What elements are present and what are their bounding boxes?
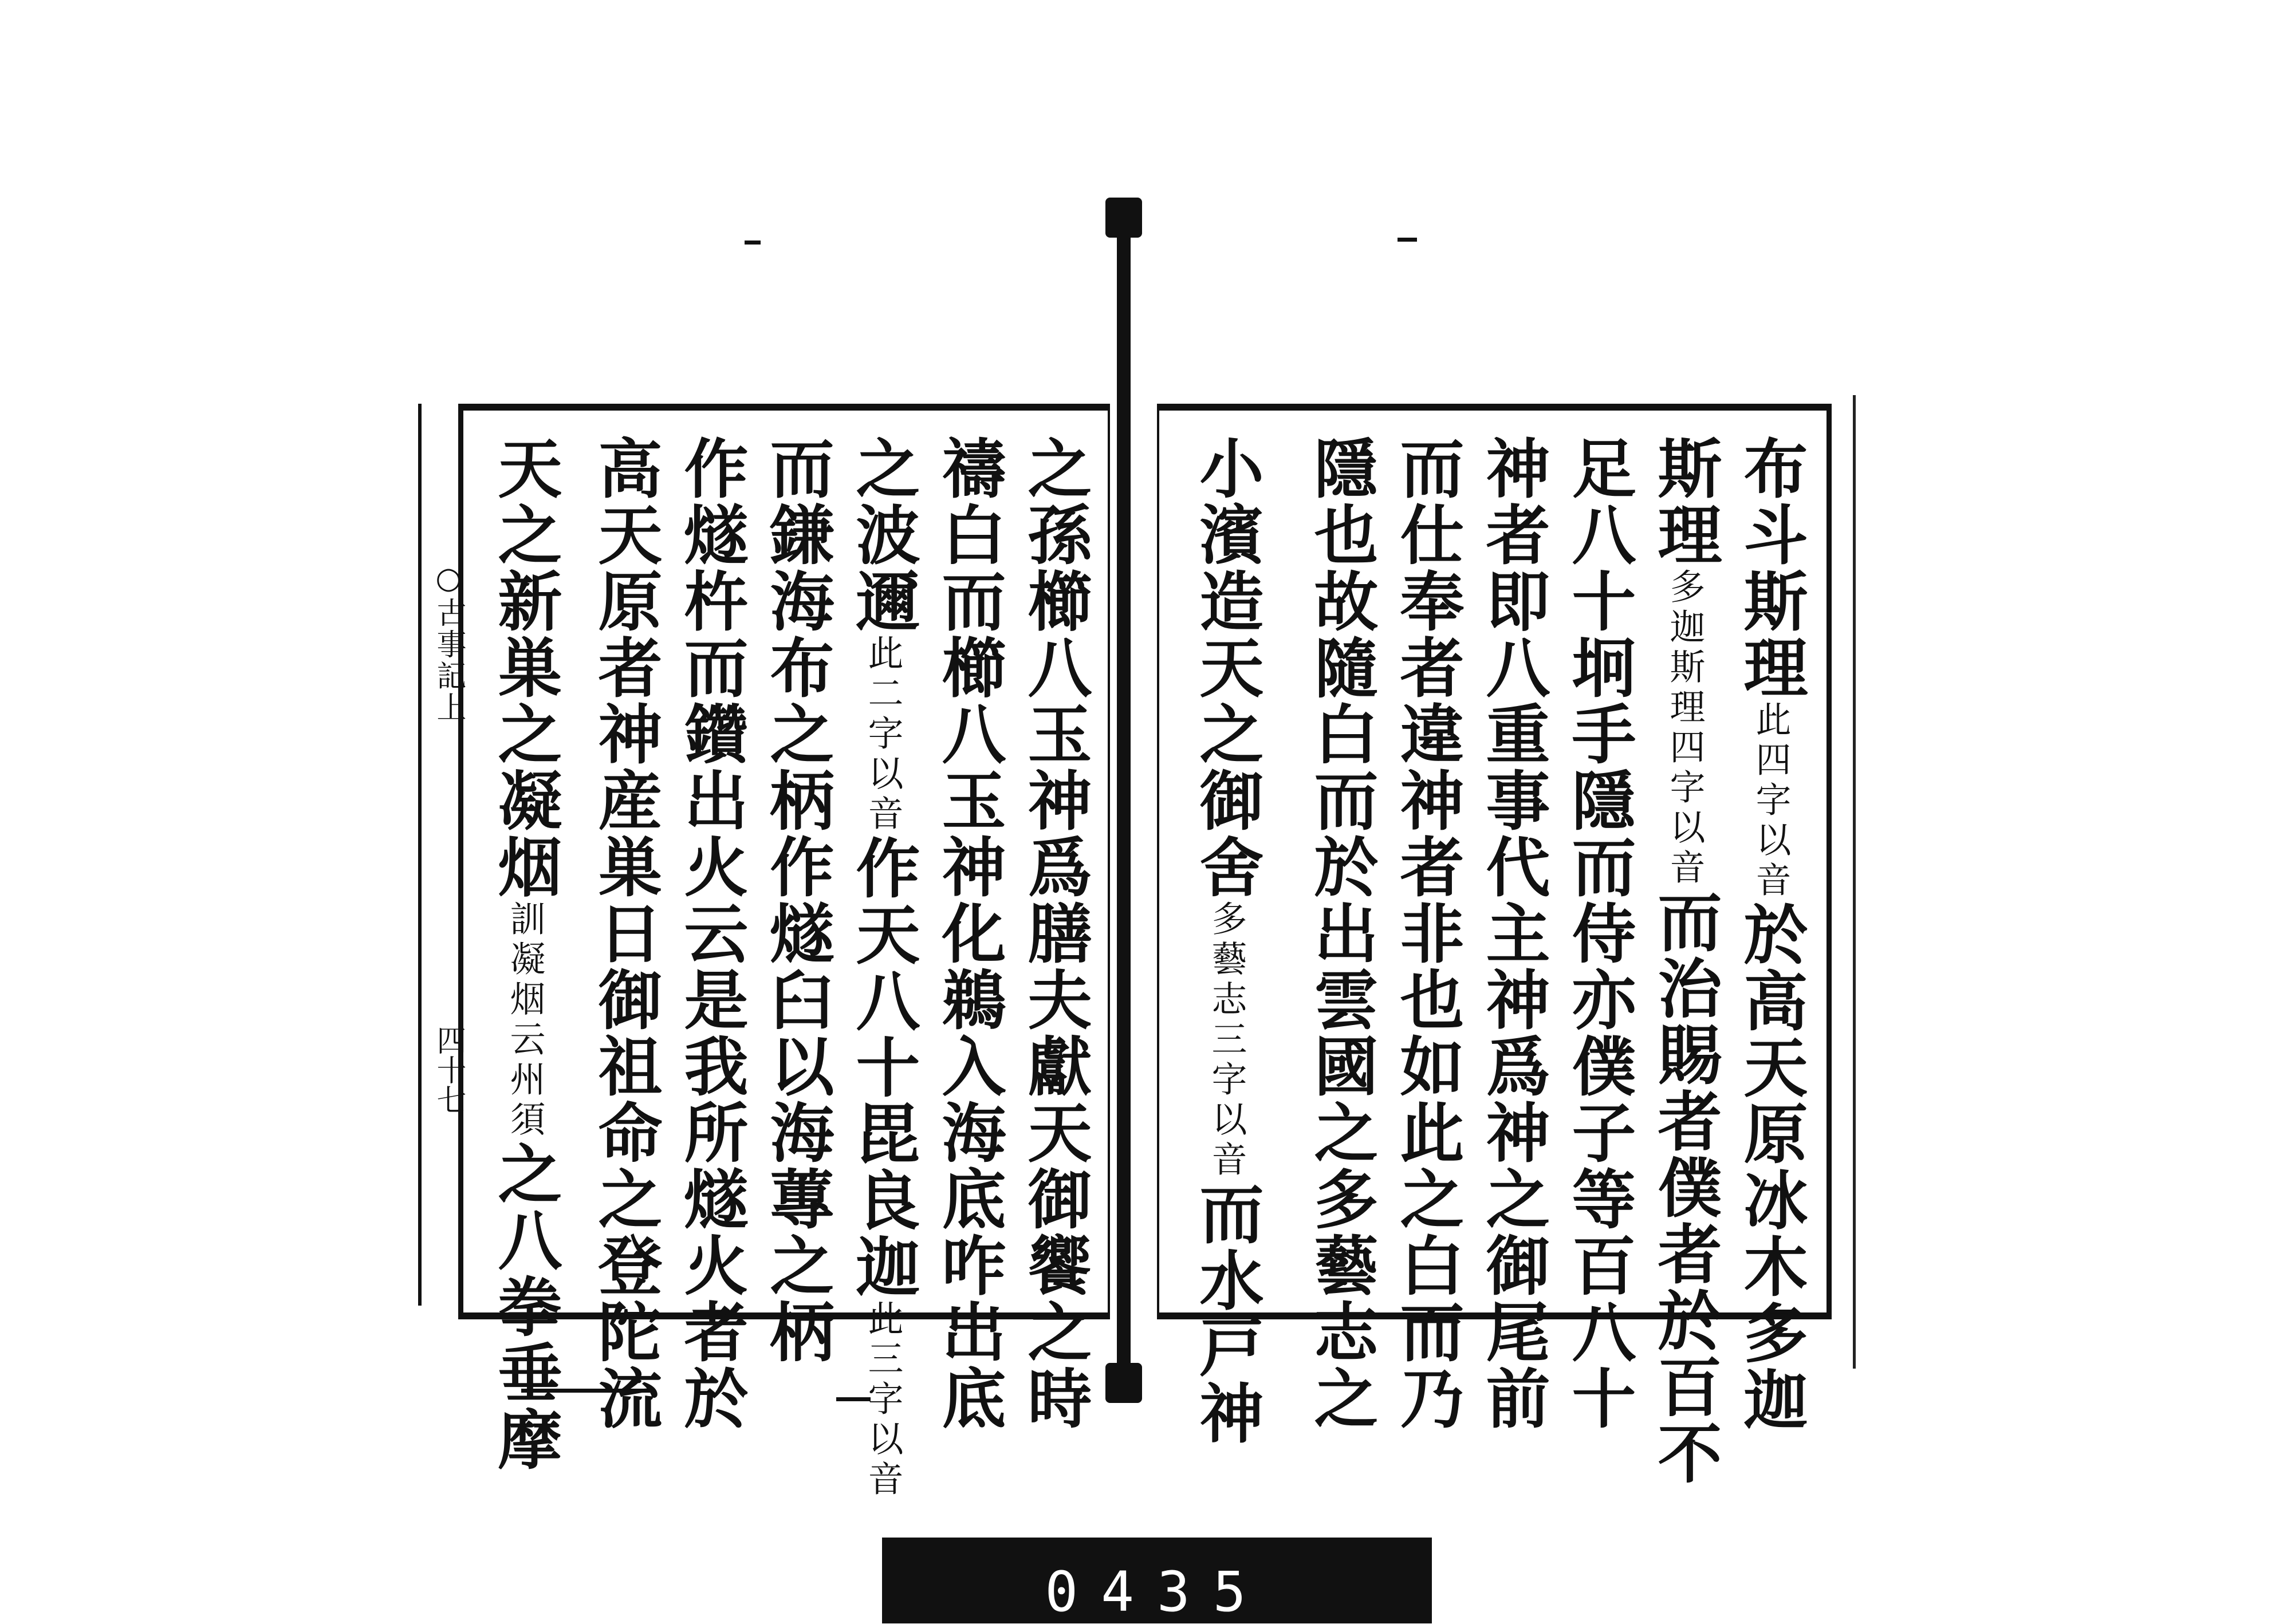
main-text: 而鎌海布之柄作燧臼以海蓴之柄 [759,435,834,1365]
text-column [931,435,1006,1432]
text-column [1389,435,1465,1432]
annotation: 此二字以音 [862,634,904,835]
main-text: 作天八十毘良迦 [845,835,920,1300]
spine-clamp-top [1105,198,1142,238]
text-column [1733,435,1808,1433]
annotation: 多迦斯理四字以音 [1664,568,1706,889]
left-outer-rule [418,404,422,1306]
main-text: 天之新巣之凝烟 [487,435,562,900]
main-text: 而水戸神 [1189,1181,1264,1446]
text-column [1017,435,1092,1432]
main-text: 禱白而櫛八玉神化鵜入海底咋出底 [931,435,1006,1432]
main-text: 小濱造天之御舍 [1189,435,1264,900]
text-column [1189,435,1264,1446]
annotation: 此三字以音 [862,1300,904,1500]
main-text: 之波邇 [845,435,920,634]
frame-id-text: 0435 [1045,1560,1269,1624]
text-column [1304,435,1379,1432]
main-text: 之孫櫛八玉神爲膳夫獻天御饗之時 [1017,435,1092,1432]
main-text: 於高天原冰木多迦 [1733,901,1808,1433]
book-spine [1117,198,1131,1400]
main-text: 作燧杵而鑽出火云是我所燧火者於 [674,435,749,1432]
main-text: 足八十坰手隱而侍亦僕子等百八十 [1561,435,1636,1432]
spine-clamp-bottom [1105,1363,1142,1403]
text-column [1475,435,1550,1432]
margin-title: ○古事記上 [431,561,466,723]
annotation: 多藝志三字以音 [1206,900,1247,1181]
main-text: 而仕奉者違神者非也如此之白而乃 [1389,435,1465,1432]
text-column [487,435,562,1473]
printer-mark [745,241,761,245]
main-text: 而治賜者僕者於百不 [1647,889,1722,1487]
main-text: 之八拳垂摩 [487,1141,562,1473]
main-text: 神者即八重事代主神爲神之御尾前 [1475,435,1550,1432]
main-text: 斯理 [1647,435,1722,568]
text-column [759,435,834,1365]
annotation: 此四字以音 [1750,701,1792,901]
main-text: 高天原者神産巣日御祖命之登陀流 [588,435,663,1432]
right-outer-rule [1853,395,1856,1369]
text-column [588,435,663,1432]
text-column [1647,435,1722,1487]
page-number: 四十七 [431,1025,466,1114]
main-text: 隱也故隨白而於出雲國之多藝志之 [1304,435,1379,1432]
frame-id-label [882,1538,1432,1623]
annotation: 訓凝烟云州須 [504,900,546,1141]
main-text: 布斗斯理 [1733,435,1808,701]
printer-mark [1398,238,1417,242]
text-column [1561,435,1636,1432]
text-column [674,435,749,1432]
text-column [845,435,920,1500]
